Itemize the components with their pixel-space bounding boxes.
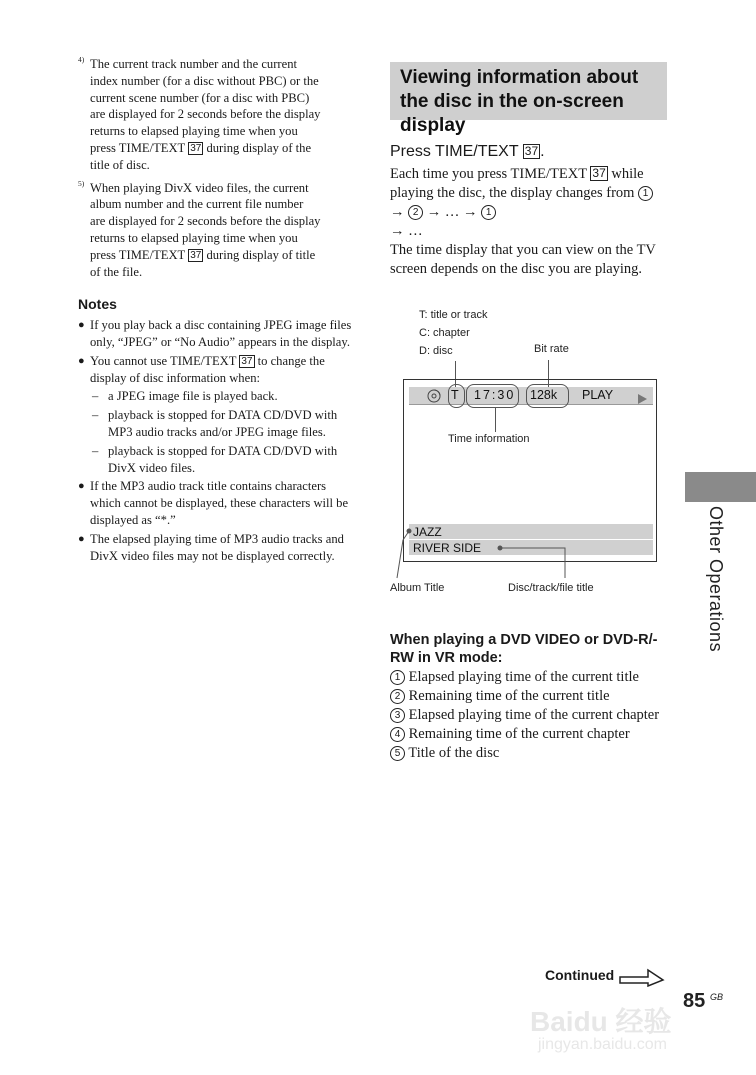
continued-arrow-icon [618, 965, 666, 987]
footnote-line: during display of title [203, 247, 316, 262]
mode-item-text: Elapsed playing time of the current title [408, 669, 639, 685]
press-text: . [540, 143, 545, 160]
arrow-icon: → [390, 223, 405, 239]
button-number-box: 37 [592, 166, 606, 180]
track-leader [500, 548, 565, 578]
label-disc: D: disc [419, 345, 453, 357]
bullet-icon: ● [78, 480, 85, 493]
label-title-or-track: T: title or track [419, 309, 488, 321]
ellipsis: … [444, 204, 460, 220]
status-play: PLAY [582, 388, 614, 402]
mode-item-text: Remaining time of the current chapter [408, 726, 630, 742]
button-number-box: 37 [190, 249, 202, 261]
arrow-icon: → [463, 204, 478, 220]
footnote-line: When playing DivX video files, the current [90, 180, 309, 195]
footnote-line: returns to elapsed playing time when you [90, 230, 298, 245]
arrow-icon: → [390, 204, 405, 220]
mode-item-text: Remaining time of the current title [408, 688, 610, 704]
label-time-information: Time information [448, 433, 530, 445]
label-album-title: Album Title [390, 582, 445, 594]
arrow-icon: → [426, 204, 442, 220]
footnote-line: during display of the [203, 140, 312, 155]
mode-list [390, 668, 670, 763]
status-time: 17:30 [474, 388, 516, 402]
mode-item [390, 706, 670, 725]
note-text: You cannot use TIME/TEXT [90, 353, 240, 368]
button-number-box: 37 [190, 142, 202, 154]
section-tab [685, 472, 756, 502]
subitem-text: playback is stopped for DATA CD/DVD with DivX video files. [108, 443, 338, 475]
notes-heading: Notes [78, 296, 117, 313]
watermark [530, 1000, 720, 1060]
note-text: to change the display of disc information when: [90, 353, 325, 385]
dash-icon: – [92, 408, 99, 423]
page-number: 85 [683, 990, 706, 1012]
mode-item [390, 687, 670, 706]
bullet-icon: ● [78, 532, 85, 545]
circled-number: 2 [390, 689, 405, 704]
bullet-icon: ● [78, 354, 85, 367]
footnote-line: returns to elapsed playing time when you [90, 124, 298, 139]
circled-number: 1 [481, 205, 496, 220]
album-leader [397, 531, 409, 578]
note-text: If you play back a disc containing JPEG image files only, “JPEG” or “No Audio” appears in the display. [90, 318, 352, 349]
status-bit-rate: 128k [530, 388, 558, 402]
subitem-text: playback is stopped for DATA CD/DVD with MP3 audio tracks and/or JPEG image files. [108, 408, 338, 439]
mode-item [390, 744, 670, 763]
continued-label: Continued [545, 967, 615, 983]
label-disc-track-file-title: Disc/track/file title [508, 582, 594, 594]
footnote-line: current scene number (for a disc with PBC) [90, 90, 310, 105]
body-text-part: Each time you press TIME/TEXT [390, 166, 591, 182]
label-chapter: C: chapter [419, 327, 470, 339]
button-number-box: 37 [241, 355, 253, 367]
circled-number: 4 [390, 727, 405, 742]
footnote-line: are displayed for 2 seconds before the display [90, 107, 321, 122]
watermark-brand: Baidu 经验 [530, 1006, 672, 1037]
footnote-line: The current track number and the current [90, 57, 297, 71]
footnote-line: are displayed for 2 seconds before the display [90, 214, 321, 229]
page-suffix: GB [710, 992, 724, 1002]
status-track-type: T [451, 388, 459, 402]
press-text: Press TIME/TEXT [390, 143, 523, 160]
mode-item [390, 668, 670, 687]
footnote-line: index number (for a disc without PBC) or the [90, 73, 319, 88]
circled-number: 5 [390, 746, 405, 761]
album-name: JAZZ [413, 525, 442, 539]
subitem-text: a JPEG image file is played back. [108, 389, 278, 404]
footnote-line: of the file. [90, 264, 143, 279]
bullet-icon: ● [78, 319, 85, 332]
circled-number: 1 [390, 670, 405, 685]
footnote-line: album number and the current file number [90, 197, 304, 212]
label-bit-rate: Bit rate [534, 343, 569, 355]
dash-icon: – [92, 443, 99, 458]
watermark-url: jingyan.baidu.com [538, 1036, 667, 1053]
footnote-line: press TIME/TEXT [90, 247, 189, 262]
circled-number: 1 [638, 186, 653, 201]
footnote-line: press TIME/TEXT [90, 140, 189, 155]
note-text: The elapsed playing time of MP3 audio tracks and DivX video files may not be displayed correctly. [90, 531, 344, 563]
track-name: RIVER SIDE [413, 541, 482, 555]
body-text-part: while playing the disc, the display changes from [390, 166, 644, 201]
paragraph-2: The time display that you can view on the TV screen depends on the disc you are playing. [390, 242, 656, 277]
button-number-box: 37 [524, 144, 539, 158]
mode-heading: When playing a DVD VIDEO or DVD-R/-RW in VR mode: [390, 632, 658, 666]
footnote-mark: 4) [78, 55, 85, 64]
dash-icon: – [92, 389, 99, 404]
mode-item-text: Title of the disc [408, 745, 500, 761]
mode-item [390, 725, 670, 744]
note-text: If the MP3 audio track title contains characters which cannot be displayed, these characters will be displayed as “*.” [90, 479, 349, 527]
footnote-line: title of disc. [90, 157, 150, 172]
circled-number: 3 [390, 708, 405, 723]
ellipsis: … [408, 223, 423, 239]
footnote-mark: 5) [78, 178, 85, 188]
section-tab-label: Other Operations [706, 506, 726, 653]
mode-item-text: Elapsed playing time of the current chapter [408, 707, 660, 723]
circled-number: 2 [408, 205, 423, 220]
section-heading: Viewing information about the disc in the on-screen display [390, 62, 667, 120]
